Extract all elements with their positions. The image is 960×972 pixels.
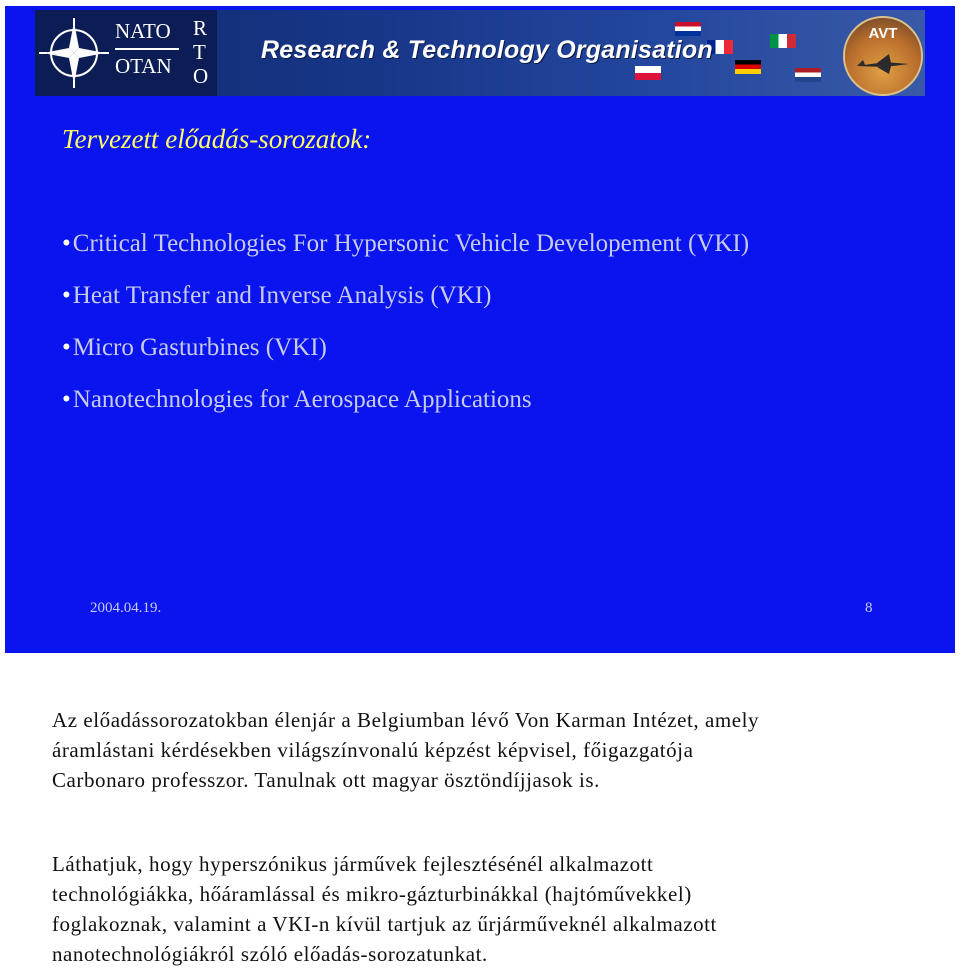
flag-decoration: [675, 22, 701, 36]
flag-decoration: [795, 68, 821, 82]
notes-line: foglakoznak, valamint a VKI-n kívül tartjuk az űrjárműveknél alkalmazott: [52, 912, 717, 936]
bullet-marker: •: [62, 282, 71, 309]
slide-date: 2004.04.19.: [90, 600, 162, 616]
nato-en-label: NATO: [115, 19, 171, 43]
notes-paragraph-2: [52, 849, 942, 969]
bullet-marker: •: [62, 386, 71, 413]
bullet-marker: •: [62, 230, 71, 257]
notes-line: technológiákka, hőáramlással és mikro-gázturbinákkal (hajtóművekkel): [52, 882, 692, 906]
notes-line: Carbonaro professzor. Tanulnak ott magyar ösztöndíjjasok is.: [52, 768, 600, 792]
flag-decoration: [770, 34, 796, 48]
bullet-list: [62, 226, 749, 434]
avt-badge-label: AVT: [868, 25, 898, 42]
bullet-item: [62, 382, 749, 434]
slide-number: 8: [865, 600, 873, 616]
jet-icon: [855, 52, 911, 76]
slide-heading: Tervezett előadás-sorozatok:: [62, 124, 372, 154]
bullet-marker: •: [62, 334, 71, 361]
slide: [5, 6, 955, 653]
rto-letter: R: [193, 16, 208, 40]
nato-wordmark: [115, 20, 187, 77]
bullet-item: [62, 330, 749, 382]
bullet-text: Micro Gasturbines (VKI): [72, 334, 327, 361]
banner-title: Research & Technology Organisation: [261, 36, 713, 64]
nato-logo: [35, 10, 217, 96]
rto-letter: T: [193, 40, 206, 64]
avt-badge: [843, 16, 923, 96]
notes-line: Láthatjuk, hogy hyperszónikus járművek fejlesztésénél alkalmazott: [52, 852, 654, 876]
bullet-text: Heat Transfer and Inverse Analysis (VKI): [72, 282, 492, 309]
notes-line: Az előadássorozatokban élenjár a Belgiumban lévő Von Karman Intézet, amely: [52, 708, 760, 732]
rto-letters: [193, 16, 213, 88]
bullet-item: [62, 226, 749, 278]
bullet-item: [62, 278, 749, 330]
bullet-text: Critical Technologies For Hypersonic Vehicle Developement (VKI): [72, 230, 750, 257]
notes-paragraph-1: [52, 705, 942, 795]
rto-banner: [35, 10, 925, 96]
notes-line: áramlástani kérdésekben világszínvonalú képzést képvisel, főigazgatója: [52, 738, 694, 762]
nato-fr-label: OTAN: [115, 54, 172, 78]
rto-letter: O: [193, 64, 209, 88]
nato-divider: [115, 48, 179, 50]
notes-line: nanotechnológiákról szóló előadás-sorozatunkat.: [52, 942, 488, 966]
bullet-text: Nanotechnologies for Aerospace Applications: [72, 386, 532, 413]
nato-compass-star-icon: [39, 18, 109, 88]
flag-decoration: [635, 66, 661, 80]
flag-decoration: [735, 60, 761, 74]
